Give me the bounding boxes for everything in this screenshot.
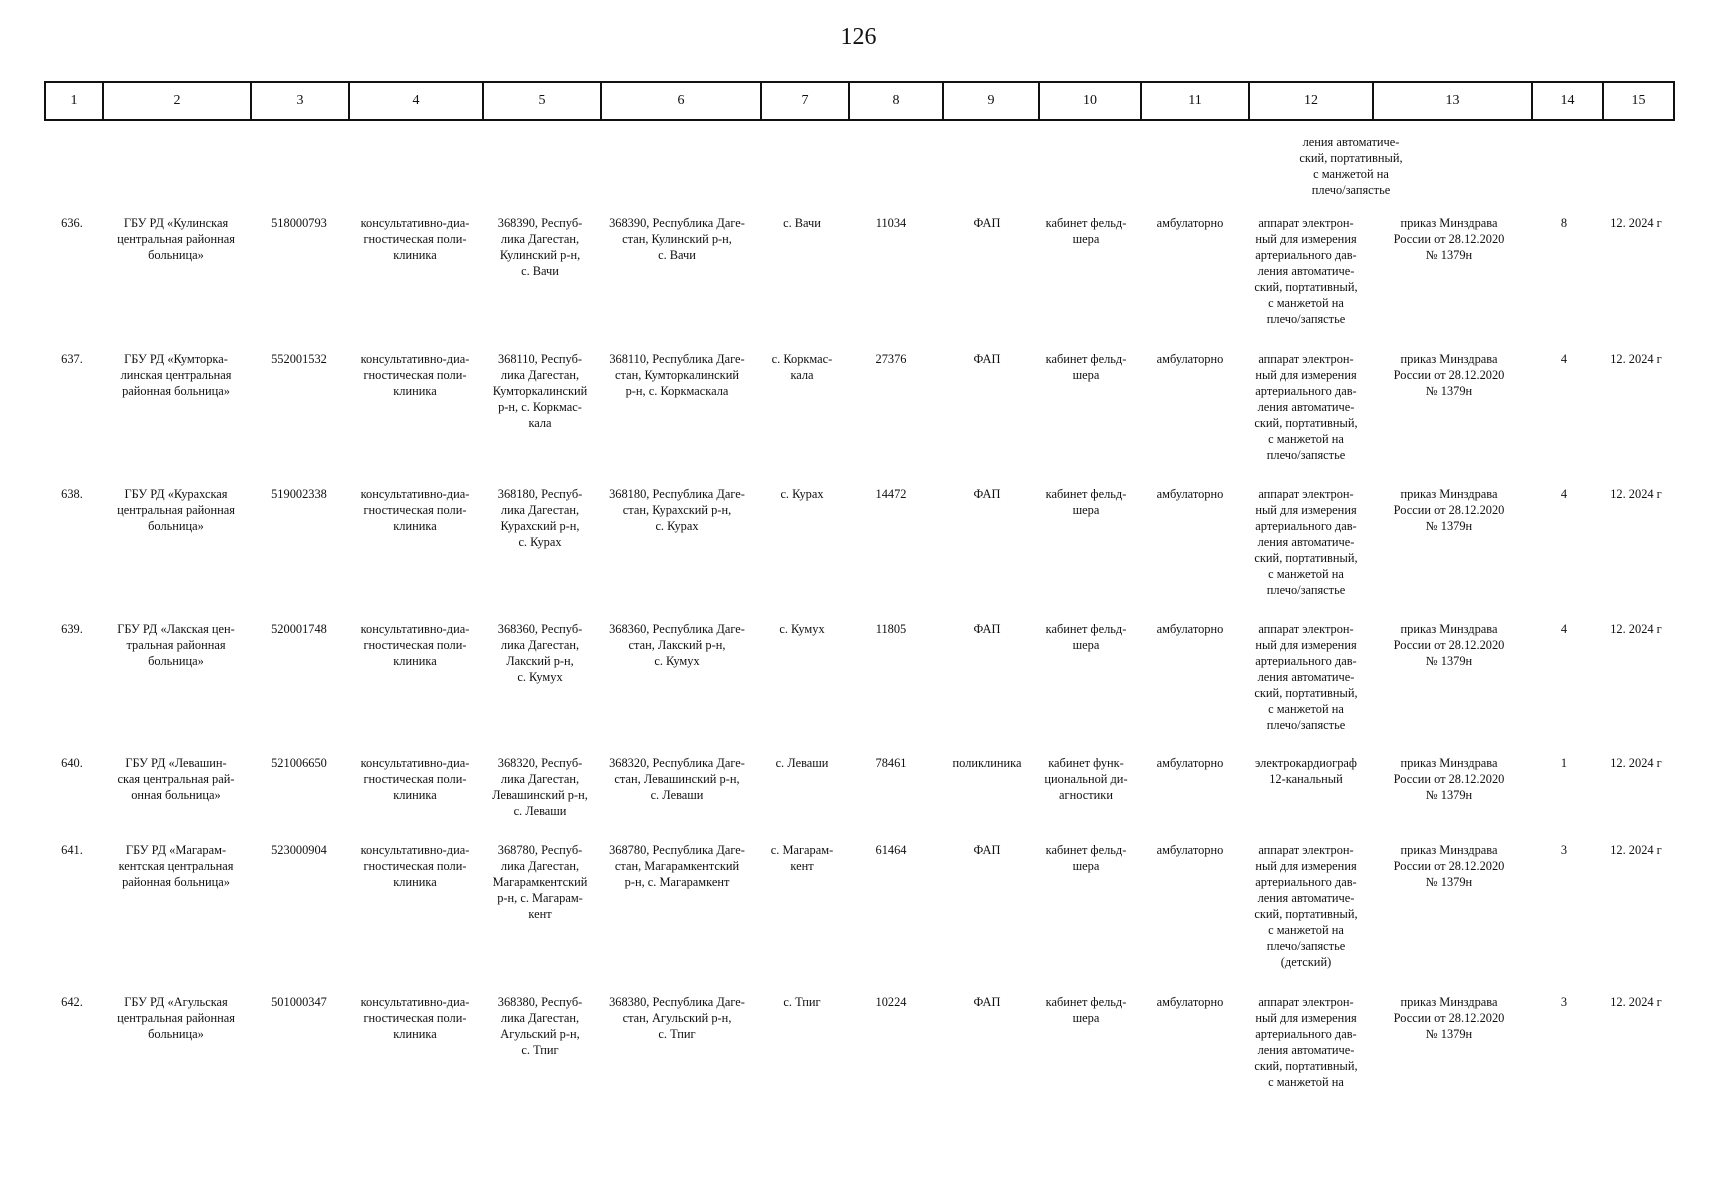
delivery-date: 12. 2024 г xyxy=(1610,756,1662,770)
facility-type: ФАП xyxy=(973,622,1001,636)
column-header: 2 xyxy=(103,82,251,120)
column-header-row xyxy=(45,82,1674,120)
quantity: 4 xyxy=(1560,487,1568,501)
facility-address: 368320, Республика Даге- стан, Левашинский р-н, с. Леваши xyxy=(609,756,745,802)
facility-address: 368360, Республика Даге- стан, Лакский р-н, с. Кумух xyxy=(609,622,745,668)
column-header: 13 xyxy=(1373,82,1532,120)
facility-address: 368780, Республика Даге- стан, Магарамкентский р-н, с. Магарамкент xyxy=(609,843,745,889)
row-number: 636. xyxy=(61,216,83,230)
unit-name: консультативно-диа- гностическая поли- клиника xyxy=(360,487,470,533)
unit-address: 368780, Респуб- лика Дагестан, Магарамкентский р-н, с. Магарам- кент xyxy=(492,843,588,921)
organization-code: 521006650 xyxy=(271,756,327,770)
unit-name: консультативно-диа- гностическая поли- клиника xyxy=(360,352,470,398)
quantity: 1 xyxy=(1560,756,1568,770)
care-conditions: амбулаторно xyxy=(1156,843,1224,857)
unit-address: 368180, Респуб- лика Дагестан, Курахский р-н, с. Курах xyxy=(497,487,583,549)
organization-name: ГБУ РД «Кумторка- линская центральная районная больница» xyxy=(120,352,232,398)
equipment-name: аппарат электрон- ный для измерения артериального дав- ления автоматиче- ский, портативный, с манжетой на плечо/запястье (детский) xyxy=(1254,843,1358,969)
room-type: кабинет фельд- шера xyxy=(1045,352,1127,382)
care-conditions: амбулаторно xyxy=(1156,622,1224,636)
population: 78461 xyxy=(875,756,907,770)
facility-address: 368390, Республика Даге- стан, Кулинский р-н, с. Вачи xyxy=(609,216,745,262)
population: 27376 xyxy=(875,352,907,366)
unit-name: консультативно-диа- гностическая поли- клиника xyxy=(360,622,470,668)
settlement: с. Курах xyxy=(780,487,824,501)
column-header: 15 xyxy=(1603,82,1674,120)
organization-code: 518000793 xyxy=(271,216,327,230)
equipment-name: электрокардиограф 12-канальный xyxy=(1255,756,1357,786)
unit-address: 368380, Респуб- лика Дагестан, Агульский р-н, с. Тпиг xyxy=(497,995,583,1057)
delivery-date: 12. 2024 г xyxy=(1610,622,1662,636)
organization-code: 519002338 xyxy=(271,487,327,501)
settlement: с. Кумух xyxy=(779,622,825,636)
row-number: 639. xyxy=(61,622,83,636)
care-conditions: амбулаторно xyxy=(1156,352,1224,366)
room-type: кабинет фельд- шера xyxy=(1045,622,1127,652)
facility-address: 368380, Республика Даге- стан, Агульский р-н, с. Тпиг xyxy=(609,995,745,1041)
unit-address: 368320, Респуб- лика Дагестан, Левашинский р-н, с. Леваши xyxy=(492,756,588,818)
continued-equipment-text: ления автоматиче- ский, портативный, с манжетой на плечо/запястье xyxy=(1299,135,1403,197)
unit-address: 368360, Респуб- лика Дагестан, Лакский р-н, с. Кумух xyxy=(497,622,583,684)
organization-name: ГБУ РД «Левашин- ская центральная рай- онная больница» xyxy=(117,756,235,802)
column-header: 7 xyxy=(761,82,849,120)
room-type: кабинет фельд- шера xyxy=(1045,995,1127,1025)
column-header: 9 xyxy=(943,82,1039,120)
organization-code: 523000904 xyxy=(271,843,327,857)
row-number: 642. xyxy=(61,995,83,1009)
room-type: кабинет фельд- шера xyxy=(1045,843,1127,873)
organization-name: ГБУ РД «Курахская центральная районная больница» xyxy=(117,487,235,533)
row-number: 638. xyxy=(61,487,83,501)
equipment-name: аппарат электрон- ный для измерения артериального дав- ления автоматиче- ский, портативный, с манжетой на плечо/запястье xyxy=(1254,216,1358,326)
column-header: 12 xyxy=(1249,82,1373,120)
quantity: 4 xyxy=(1560,352,1568,366)
order-reference: приказ Минздрава России от 28.12.2020 № 1379н xyxy=(1393,622,1505,668)
facility-type: ФАП xyxy=(973,995,1001,1009)
page-number: 126 xyxy=(840,24,877,50)
settlement: с. Леваши xyxy=(775,756,829,770)
quantity: 8 xyxy=(1560,216,1568,230)
equipment-name: аппарат электрон- ный для измерения артериального дав- ления автоматиче- ский, портативный, с манжетой на плечо/запястье xyxy=(1254,352,1358,462)
delivery-date: 12. 2024 г xyxy=(1610,352,1662,366)
order-reference: приказ Минздрава России от 28.12.2020 № 1379н xyxy=(1393,756,1505,802)
room-type: кабинет функ- циональной ди- агностики xyxy=(1044,756,1128,802)
order-reference: приказ Минздрава России от 28.12.2020 № 1379н xyxy=(1393,487,1505,533)
unit-name: консультативно-диа- гностическая поли- клиника xyxy=(360,995,470,1041)
unit-name: консультативно-диа- гностическая поли- клиника xyxy=(360,216,470,262)
unit-name: консультативно-диа- гностическая поли- клиника xyxy=(360,843,470,889)
order-reference: приказ Минздрава России от 28.12.2020 № 1379н xyxy=(1393,352,1505,398)
column-header-table xyxy=(44,81,1675,121)
care-conditions: амбулаторно xyxy=(1156,995,1224,1009)
row-number: 640. xyxy=(61,756,83,770)
quantity: 3 xyxy=(1560,995,1568,1009)
facility-type: ФАП xyxy=(973,216,1001,230)
column-header: 5 xyxy=(483,82,601,120)
organization-name: ГБУ РД «Кулинская центральная районная больница» xyxy=(117,216,235,262)
equipment-name: аппарат электрон- ный для измерения артериального дав- ления автоматиче- ский, портативный, с манжетой на плечо/запястье xyxy=(1254,622,1358,732)
unit-name: консультативно-диа- гностическая поли- клиника xyxy=(360,756,470,802)
column-header: 4 xyxy=(349,82,483,120)
delivery-date: 12. 2024 г xyxy=(1610,216,1662,230)
column-header: 6 xyxy=(601,82,761,120)
facility-type: ФАП xyxy=(973,487,1001,501)
delivery-date: 12. 2024 г xyxy=(1610,487,1662,501)
population: 14472 xyxy=(875,487,907,501)
settlement: с. Коркмас- кала xyxy=(771,352,833,382)
room-type: кабинет фельд- шера xyxy=(1045,487,1127,517)
column-header: 11 xyxy=(1141,82,1249,120)
column-header: 10 xyxy=(1039,82,1141,120)
delivery-date: 12. 2024 г xyxy=(1610,843,1662,857)
organization-code: 520001748 xyxy=(271,622,327,636)
facility-type: ФАП xyxy=(973,352,1001,366)
row-number: 641. xyxy=(61,843,83,857)
equipment-name: аппарат электрон- ный для измерения артериального дав- ления автоматиче- ский, портативный, с манжетой на xyxy=(1254,995,1358,1089)
room-type: кабинет фельд- шера xyxy=(1045,216,1127,246)
facility-address: 368180, Республика Даге- стан, Курахский р-н, с. Курах xyxy=(609,487,745,533)
delivery-date: 12. 2024 г xyxy=(1610,995,1662,1009)
column-header: 14 xyxy=(1532,82,1603,120)
population: 61464 xyxy=(875,843,907,857)
facility-type: ФАП xyxy=(973,843,1001,857)
care-conditions: амбулаторно xyxy=(1156,756,1224,770)
population: 11034 xyxy=(875,216,907,230)
column-header: 1 xyxy=(45,82,103,120)
population: 10224 xyxy=(875,995,907,1009)
unit-address: 368390, Респуб- лика Дагестан, Кулинский р-н, с. Вачи xyxy=(497,216,583,278)
care-conditions: амбулаторно xyxy=(1156,487,1224,501)
settlement: с. Магарам- кент xyxy=(770,843,834,873)
column-header: 8 xyxy=(849,82,943,120)
facility-type: поликлиника xyxy=(952,756,1022,770)
organization-code: 501000347 xyxy=(271,995,327,1009)
order-reference: приказ Минздрава России от 28.12.2020 № 1379н xyxy=(1393,216,1505,262)
order-reference: приказ Минздрава России от 28.12.2020 № 1379н xyxy=(1393,843,1505,889)
organization-name: ГБУ РД «Лакская цен- тральная районная больница» xyxy=(117,622,235,668)
settlement: с. Вачи xyxy=(783,216,821,230)
facility-address: 368110, Республика Даге- стан, Кумторкалинский р-н, с. Коркмаскала xyxy=(609,352,745,398)
row-number: 637. xyxy=(61,352,83,366)
equipment-name: аппарат электрон- ный для измерения артериального дав- ления автоматиче- ский, портативный, с манжетой на плечо/запястье xyxy=(1254,487,1358,597)
order-reference: приказ Минздрава России от 28.12.2020 № 1379н xyxy=(1393,995,1505,1041)
organization-name: ГБУ РД «Агульская центральная районная больница» xyxy=(117,995,235,1041)
organization-name: ГБУ РД «Магарам- кентская центральная районная больница» xyxy=(118,843,234,889)
unit-address: 368110, Респуб- лика Дагестан, Кумторкалинский р-н, с. Коркмас- кала xyxy=(492,352,588,430)
column-header: 3 xyxy=(251,82,349,120)
organization-code: 552001532 xyxy=(271,352,327,366)
settlement: с. Тпиг xyxy=(783,995,821,1009)
population: 11805 xyxy=(875,622,907,636)
quantity: 4 xyxy=(1560,622,1568,636)
quantity: 3 xyxy=(1560,843,1568,857)
care-conditions: амбулаторно xyxy=(1156,216,1224,230)
